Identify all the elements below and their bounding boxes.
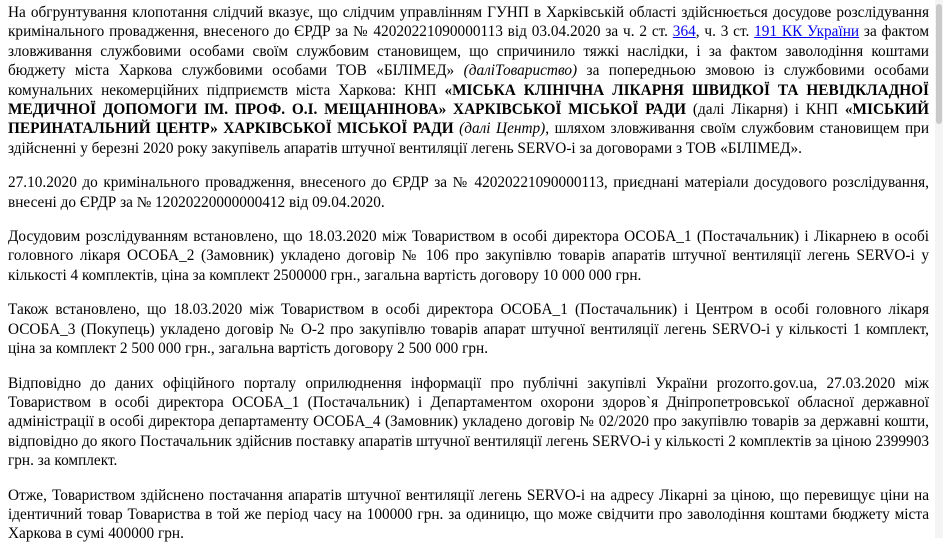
article-191-criminal-code-link[interactable]: 191 КК України bbox=[754, 23, 860, 41]
vertical-scrollbar[interactable] bbox=[935, 0, 943, 538]
italic-note-company: (даліТовариство) bbox=[463, 62, 578, 80]
scrollbar-thumb[interactable] bbox=[936, 4, 942, 124]
paragraph-case-merge: 27.10.2020 до кримінального провадження, внесеного до ЄРДР за № 42020221090000113, приєднані матеріали досудового розслідування, внесені до ЄРДР за № 12020220000000412 від 09.04.2020. bbox=[8, 174, 929, 211]
paragraph-prozorro-contract: Відповідно до даних офіційного порталу оприлюднення інформації про публічні закупівлі України prozorro.gov.ua, 27.03.2020 між Товариством в особі директора ОСОБА_1 (Постачальник) і Департаментом охорони здоров`я Дніпропетровської обласної державної адміністрації в особі директора департаменту ОСОБА_4 (Замовник) укладено договір № 02/2020 про закупівлю товарів за державні кошти, відповідно до якого Постачальник здійснив поставку апаратів штучної вентиляції легень SERVO-і у кількості 2 комплектів за ціною 2399903 грн. за комплект. bbox=[8, 374, 929, 470]
italic-note-center: (далі Центр) bbox=[453, 120, 546, 138]
paragraph-contract-106: Досудовим розслідуванням встановлено, що 18.03.2020 між Товариством в особі директора ОСОБА_1 (Постачальник) і Лікарнею в особі головного лікаря ОСОБА_2 (Замовник) укладено договір № 106 про закупівлю товарів апаратів штучної вентиляції легень SERVO-і у кількості 4 комплектів, ціна за комплект 2500000 грн., загальна вартість договору 10 000 000 грн. bbox=[8, 228, 929, 284]
paragraph-text: за фактом зловживання службовими особами своїм службовим становищем, що спричинило тяжкі наслідки, і за фактом заволодіння коштами бюджету міста Харкова службовими особами ТОВ «БІЛІМЕД» bbox=[8, 23, 930, 80]
perinatal-center-name-bold: «МІСЬКИЙ ПЕРИНАТАЛЬНИЙ ЦЕНТР» ХАРКІВСЬКОЇ МІСЬКОЇ РАДИ bbox=[8, 101, 929, 138]
paragraph-text: , шляхом зловживання своїм службовим становищем при здійсненні у березні 2020 року закупівель апаратів штучної вентиляції легень SERVO-і за договорами з ТОВ «БІЛІМЕД». bbox=[8, 120, 930, 157]
paragraph-conclusion: Отже, Товариством здійснено постачання апаратів штучної вентиляції легень SERVO-і на адресу Лікарні за ціною, що перевищує ціни на ідентичний товар Товариства в той же період часу на 100000 грн. за одиницю, що може свідчити про заволодіння коштами бюджету міста Харкова в сумі 400000 грн. bbox=[8, 486, 929, 543]
article-364-link[interactable]: 364 bbox=[672, 23, 696, 41]
document-body bbox=[8, 0, 929, 559]
paragraph-text: , ч. 3 ст. bbox=[695, 23, 755, 41]
paragraph-text: На обгрунтування клопотання слідчий вказує, що слідчим управлінням ГУНП в Харківській області здійснюється досудове розслідування кримінального провадження, внесеного до ЄРДР за № 42020221090000113 від 03.04.2020 за ч. 2 ст. bbox=[8, 4, 929, 41]
paragraph-motion-grounds bbox=[8, 3, 929, 158]
paragraph-contract-o2: Також встановлено, що 18.03.2020 між Товариством в особі директора ОСОБА_1 (Постачальник) і Центром в особі головного лікаря ОСОБА_3 (Покупець) укладено договір № О-2 про закупівлю товарів апарат штучної вентиляції легень SERVO-і у кількості 1 комплект, ціна за комплект 2 500 000 грн., загальна вартість договору 2 500 000 грн. bbox=[8, 301, 929, 358]
paragraph-text: за попередньою змовою із службовими особами комунальних некомерційних підприємств міста Харкова: КНП bbox=[8, 62, 929, 99]
hospital-name-bold: «МІСЬКА КЛІНІЧНА ЛІКАРНЯ ШВИДКОЇ ТА НЕВІДКЛАДНОЇ МЕДИЧНОЇ ДОПОМОГИ ІМ. ПРОФ. О.І. МЕЩАНІНОВА» ХАРКІВСЬКОЇ МІСЬКОЇ РАДИ bbox=[8, 81, 929, 119]
paragraph-text: (далі Лікарня) і КНП bbox=[686, 101, 845, 119]
